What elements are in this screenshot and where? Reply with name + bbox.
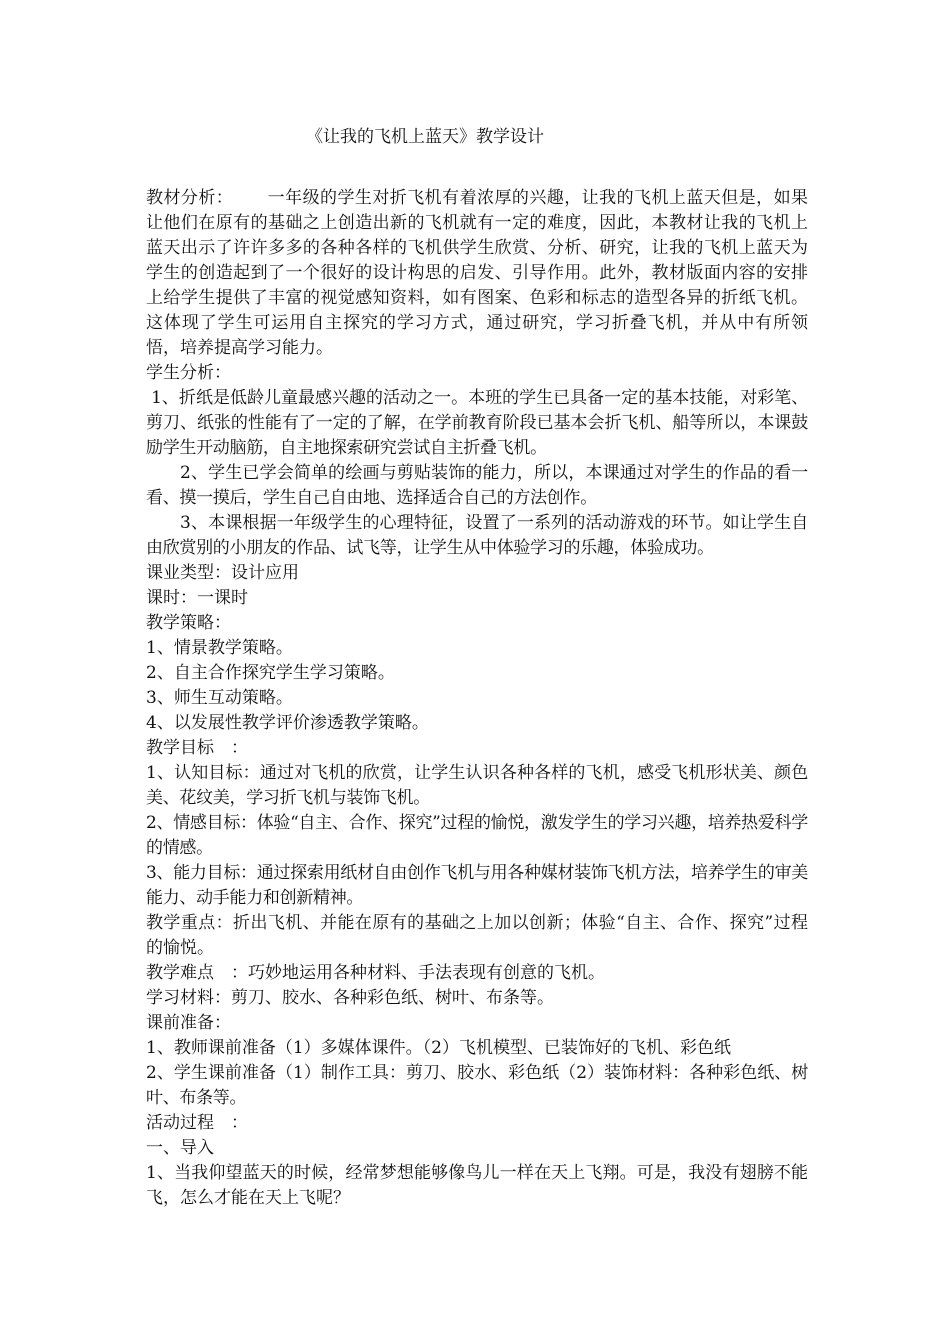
line-class-hours: 课时：一课时 <box>146 588 248 608</box>
line-teaching-focus: 教学重点：折出飞机、并能在原有的基础之上加以创新；体验“自主、合作、探究”过程的愉悦。 <box>146 913 808 958</box>
paragraph-student-point-2: 2、学生已学会简单的绘画与剪贴装饰的能力，所以，本课通过对学生的作品的看一看、摸一摸后，学生自己自由地、选择适合自己的方法创作。 <box>146 463 808 508</box>
list-item-strategy-2: 2、自主合作探究学生学习策略。 <box>146 663 395 683</box>
paragraph-student-point-3: 3、本课根据一年级学生的心理特征，设置了一系列的活动游戏的环节。如让学生自由欣赏别的小朋友的作品、试飞等，让学生从中体验学习的乐趣，体验成功。 <box>146 513 808 558</box>
list-item-student-preparation: 2、学生课前准备（1）制作工具：剪刀、胶水、彩色纸（2）装饰材料：各种彩色纸、树叶、布条等。 <box>146 1063 808 1108</box>
paragraph-textbook-analysis <box>146 186 808 361</box>
line-learning-materials: 学习材料：剪刀、胶水、各种彩色纸、树叶、布条等。 <box>146 988 554 1008</box>
list-item-strategy-1: 1、情景教学策略。 <box>146 638 293 658</box>
paragraph-text: 一年级的学生对折飞机有着浓厚的兴趣，让我的飞机上蓝天但是，如果让他们在原有的基础之上创造出新的飞机就有一定的难度，因此，本教材让我的飞机上蓝天出示了许许多多的各种各样的飞机供学生欣赏、分析、研究，让我的飞机上蓝天为学生的创造起到了一个很好的设计构思的启发、引导作用。此外，教材版面内容的安排上给学生提供了丰富的视觉感知资料，如有图案、色彩和标志的造型各异的折纸飞机。这体现了学生可运用自主探究的学习方式，通过研究，学习折叠飞机，并从中有所领悟，培养提高学习能力。 <box>146 188 809 358</box>
heading-activity-process: 活动过程 ： <box>146 1113 248 1133</box>
list-item-strategy-3: 3、师生互动策略。 <box>146 688 293 708</box>
list-item-objective-2: 2、情感目标：体验“自主、合作、探究”过程的愉悦，激发学生的学习兴趣，培养热爱科学的情感。 <box>146 813 808 858</box>
paragraph-label: 教材分析： <box>146 188 234 208</box>
heading-student-analysis: 学生分析： <box>146 363 231 383</box>
document-title: 《让我的飞机上蓝天》教学设计 <box>306 127 544 147</box>
heading-preparation: 课前准备： <box>146 1013 231 1033</box>
list-item-objective-1: 1、认知目标：通过对飞机的欣赏，让学生认识各种各样的飞机，感受飞机形状美、颜色美、花纹美，学习折飞机与装饰飞机。 <box>146 763 808 808</box>
list-item-strategy-4: 4、以发展性教学评价渗透教学策略。 <box>146 713 429 733</box>
line-course-type: 课业类型：设计应用 <box>146 563 299 583</box>
heading-teaching-strategy: 教学策略： <box>146 613 231 633</box>
list-item-teacher-preparation: 1、教师课前准备（1）多媒体课件。（2）飞机模型、已装饰好的飞机、彩色纸 <box>146 1038 731 1058</box>
heading-introduction: 一、导入 <box>146 1138 214 1158</box>
document-body <box>146 186 808 1211</box>
line-teaching-difficulty: 教学难点 ：巧妙地运用各种材料、手法表现有创意的飞机。 <box>146 963 605 983</box>
paragraph-student-point-1: 1、折纸是低龄儿童最感兴趣的活动之一。本班的学生已具备一定的基本技能，对彩笔、剪刀、纸张的性能有了一定的了解，在学前教育阶段已基本会折飞机、船等所以，本课鼓励学生开动脑筋，自主地探索研究尝试自主折叠飞机。 <box>146 388 808 458</box>
list-item-objective-3: 3、能力目标：通过探索用纸材自由创作飞机与用各种媒材装饰飞机方法，培养学生的审美能力、动手能力和创新精神。 <box>146 863 808 908</box>
paragraph-introduction-1: 1、当我仰望蓝天的时候，经常梦想能够像鸟儿一样在天上飞翔。可是，我没有翅膀不能飞，怎么才能在天上飞呢？ <box>146 1163 808 1208</box>
heading-teaching-objectives: 教学目标 ： <box>146 738 248 758</box>
